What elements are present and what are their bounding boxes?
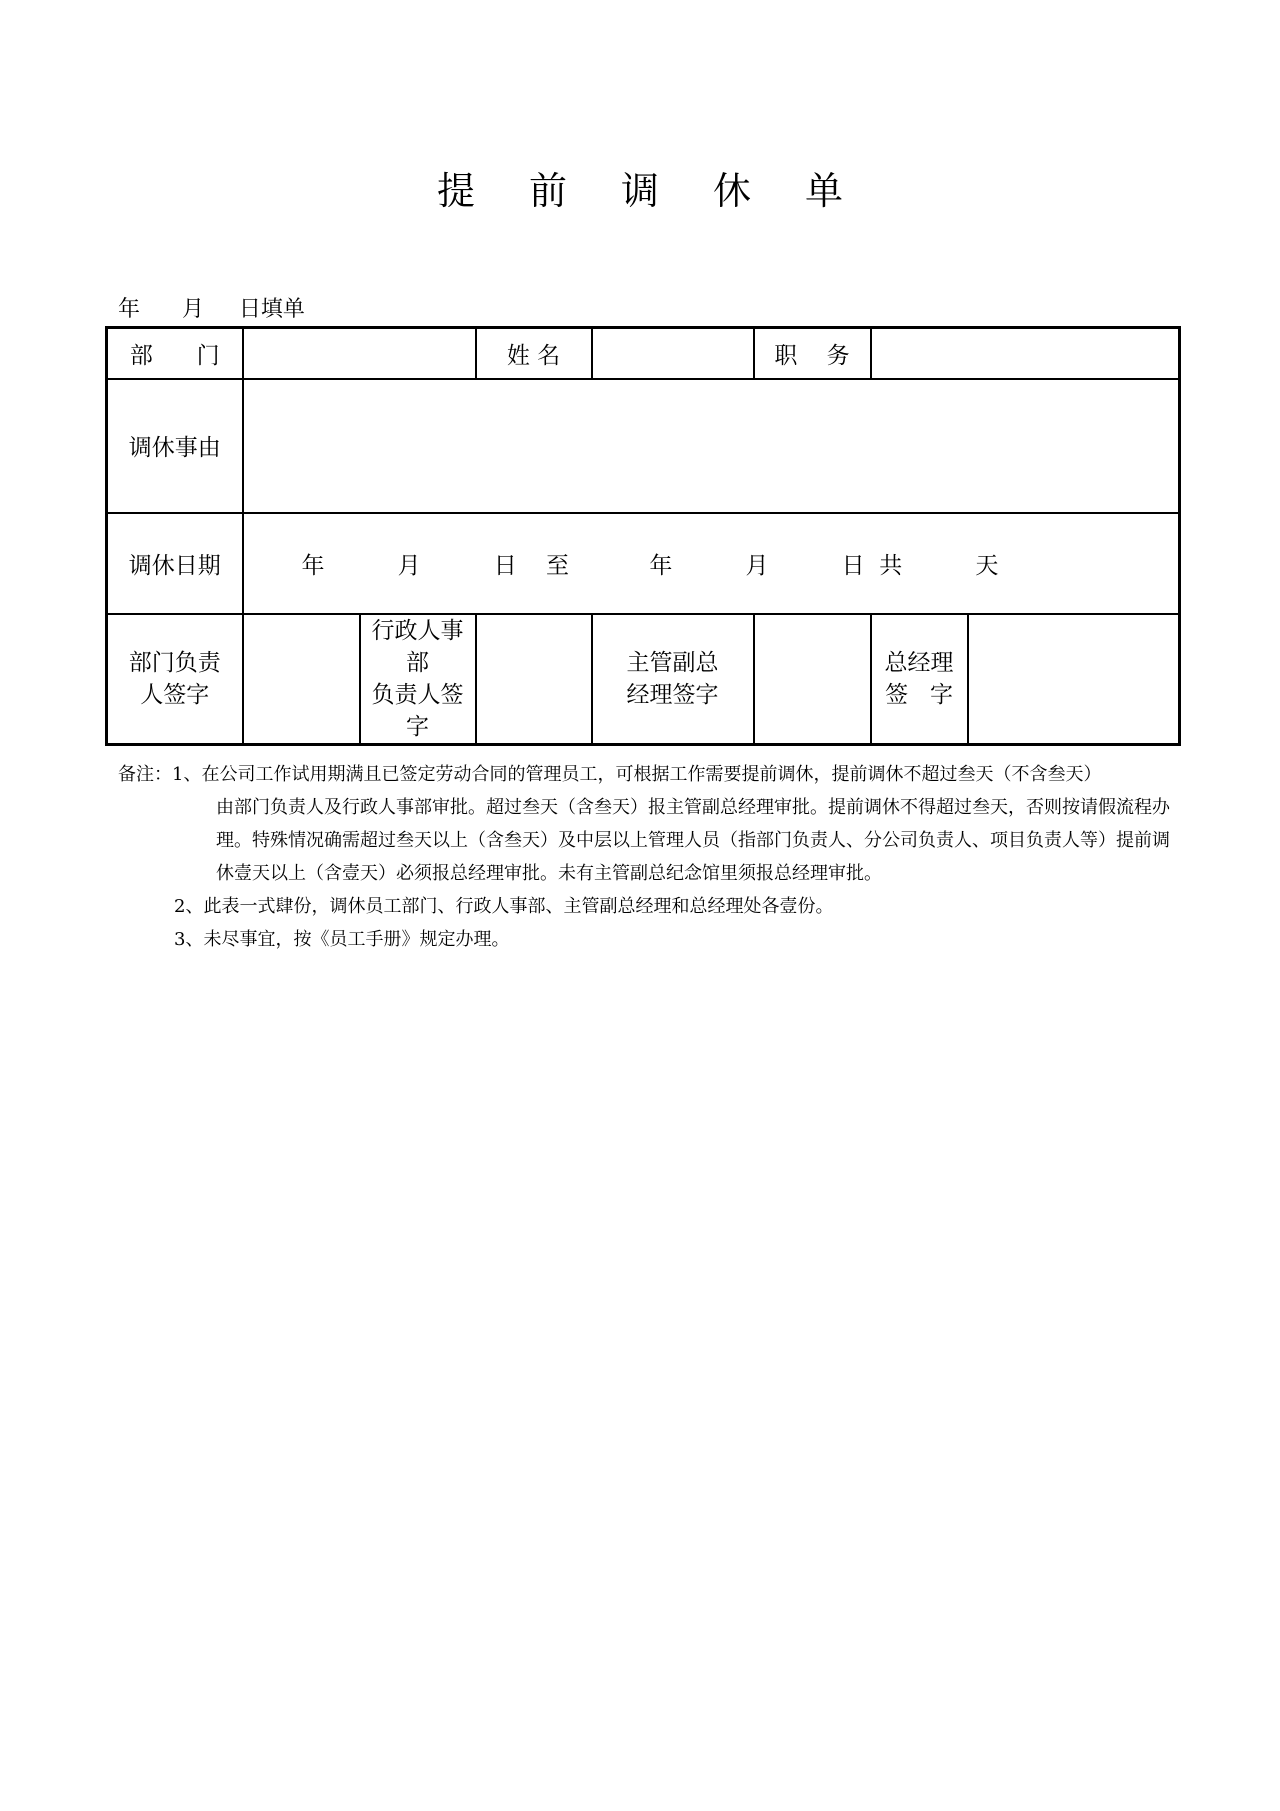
dept-head-sign-label [107,614,243,745]
dept-head-sign-field[interactable] [243,614,360,745]
note-item-3: 3、未尽事宜，按《员工手册》规定办理。 [174,929,510,950]
dept-field[interactable] [243,328,476,379]
leave-form-table [105,326,1181,746]
notes-prefix: 备注： [118,764,172,785]
vp-sign-label-line1: 主管副总 [626,649,719,676]
dept-head-sign-label-line2: 人签字 [140,681,210,708]
reason-field[interactable] [243,379,1180,513]
gm-sign-label-line1: 总经理 [884,649,954,676]
reason-label: 调休事由 [107,379,243,513]
admin-hr-sign-field[interactable] [476,614,592,745]
admin-hr-sign-label-line1: 行政人事部 [371,617,464,676]
signature-row [107,614,1180,745]
name-label: 姓 名 [476,328,592,379]
gm-sign-label [871,614,968,745]
dept-head-sign-label-line1: 部门负责 [128,649,221,676]
fill-date-line: 年 月 日填单 [118,297,305,322]
admin-hr-sign-label-line2: 负责人签字 [371,681,464,740]
name-field[interactable] [592,328,754,379]
admin-hr-sign-label [360,614,476,745]
gm-sign-field[interactable] [968,614,1180,745]
dept-label: 部 门 [107,328,243,379]
period-row [107,513,1180,614]
period-field[interactable]: 年 月 日 至 年 月 日 共 天 [243,513,1180,614]
gm-sign-label-line2: 签 字 [885,681,953,708]
position-label: 职 务 [754,328,871,379]
vp-sign-label-line2: 经理签字 [626,681,719,708]
basic-info-row [107,328,1180,379]
vp-sign-field[interactable] [754,614,871,745]
note-item-1-continuation: 由部门负责人及行政人事部审批。超过叁天（含叁天）报主管副总经理审批。提前调休不得超过叁天，否则按请假流程办理。特殊情况确需超过叁天以上（含叁天）及中层以上管理人员（指部门负责人、分公司负责人、项目负责人等）提前调休壹天以上（含壹天）必须报总经理审批。未有主管副总纪念馆里须报总经理审批。 [216,797,1170,884]
note-item-1-first-line [118,758,1178,791]
period-label: 调休日期 [107,513,243,614]
reason-row [107,379,1180,513]
position-field[interactable] [871,328,1180,379]
page-title: 提前调休单 [436,169,897,213]
vp-sign-label [592,614,754,745]
note-item-1-lead: 1、在公司工作试用期满且已签定劳动合同的管理员工，可根据工作需要提前调休，提前调休不超过叁天（不含叁天） [172,764,1102,785]
notes-section [118,758,1178,956]
note-item-2: 2、此表一式肆份，调休员工部门、行政人事部、主管副总经理和总经理处各壹份。 [174,896,834,917]
